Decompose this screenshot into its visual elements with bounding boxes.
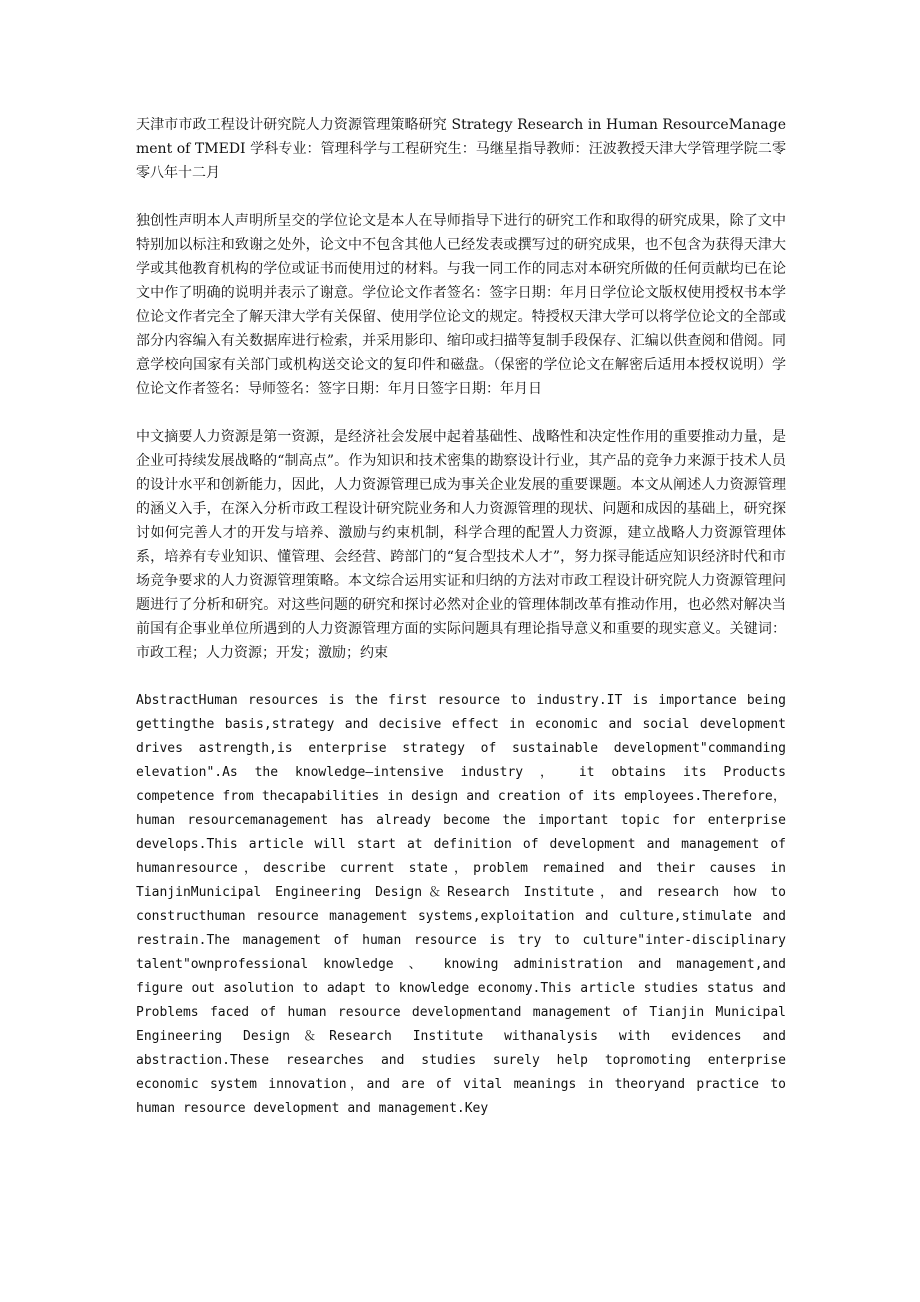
title-paragraph: 天津市市政工程设计研究院人力资源管理策略研究 Strategy Research in Human ResourceManagement of TMEDI 学科专业：管理科学与工程研究生：马继星指导教师：汪波教授天津大学管理学院二零零八年十二月 [136, 117, 786, 181]
document-page [136, 113, 786, 1121]
english-abstract-paragraph: AbstractHuman resources is the first resource to industry.IT is importance being gettingthe basis,strategy and decisive effect in economic and social development drives astrength,is enterprise strategy of sustainable development"commanding elevation".As the knowledge—intensive industry ， it obtains its Products competence from thecapabilities in design and creation of its employees.Therefore，human resourcemanagement has already become the important topic for enterprise develops.This article will start at definition of development and management of humanresource，describe current state，problem remained and their causes in TianjinMunicipal Engineering Design＆Research Institute，and research how to constructhuman resource management systems,exploitation and culture,stimulate and restrain.The management of human resource is try to culture"inter-disciplinary talent"ownprofessional knowledge 、 knowing administration and management,and figure out asolution to adapt to knowledge economy.This article studies status and Problems faced of human resource developmentand management of Tianjin Municipal Engineering Design＆Research Institute withanalysis with evidences and abstraction.These researches and studies surely help topromoting enterprise economic system innovation，and are of vital meanings in theoryand practice to human resource development and management.Key [136, 693, 786, 1116]
chinese-abstract-paragraph: 中文摘要人力资源是第一资源，是经济社会发展中起着基础性、战略性和决定性作用的重要推动力量，是企业可持续发展战略的“制高点”。作为知识和技术密集的勘察设计行业，其产品的竞争力来源于技术人员的设计水平和创新能力，因此，人力资源管理已成为事关企业发展的重要课题。本文从阐述人力资源管理的涵义入手，在深入分析市政工程设计研究院业务和人力资源管理的现状、问题和成因的基础上，研究探讨如何完善人才的开发与培养、激励与约束机制，科学合理的配置人力资源，建立战略人力资源管理体系，培养有专业知识、懂管理、会经营、跨部门的“复合型技术人才”，努力探寻能适应知识经济时代和市场竞争要求的人力资源管理策略。本文综合运用实证和归纳的方法对市政工程设计研究院人力资源管理问题进行了分析和研究。对这些问题的研究和探讨必然对企业的管理体制改革有推动作用，也必然对解决当前国有企事业单位所遇到的人力资源管理方面的实际问题具有理论指导意义和重要的现实意义。关键词：市政工程；人力资源；开发；激励；约束 [136, 429, 786, 661]
declaration-paragraph: 独创性声明本人声明所呈交的学位论文是本人在导师指导下进行的研究工作和取得的研究成果，除了文中特别加以标注和致谢之处外，论文中不包含其他人已经发表或撰写过的研究成果，也不包含为获得天津大学或其他教育机构的学位或证书而使用过的材料。与我一同工作的同志对本研究所做的任何贡献均已在论文中作了明确的说明并表示了谢意。学位论文作者签名：签字日期：年月日学位论文版权使用授权书本学位论文作者完全了解天津大学有关保留、使用学位论文的规定。特授权天津大学可以将学位论文的全部或部分内容编入有关数据库进行检索，并采用影印、缩印或扫描等复制手段保存、汇编以供查阅和借阅。同意学校向国家有关部门或机构送交论文的复印件和磁盘。（保密的学位论文在解密后适用本授权说明）学位论文作者签名：导师签名：签字日期：年月日签字日期：年月日 [136, 213, 786, 397]
